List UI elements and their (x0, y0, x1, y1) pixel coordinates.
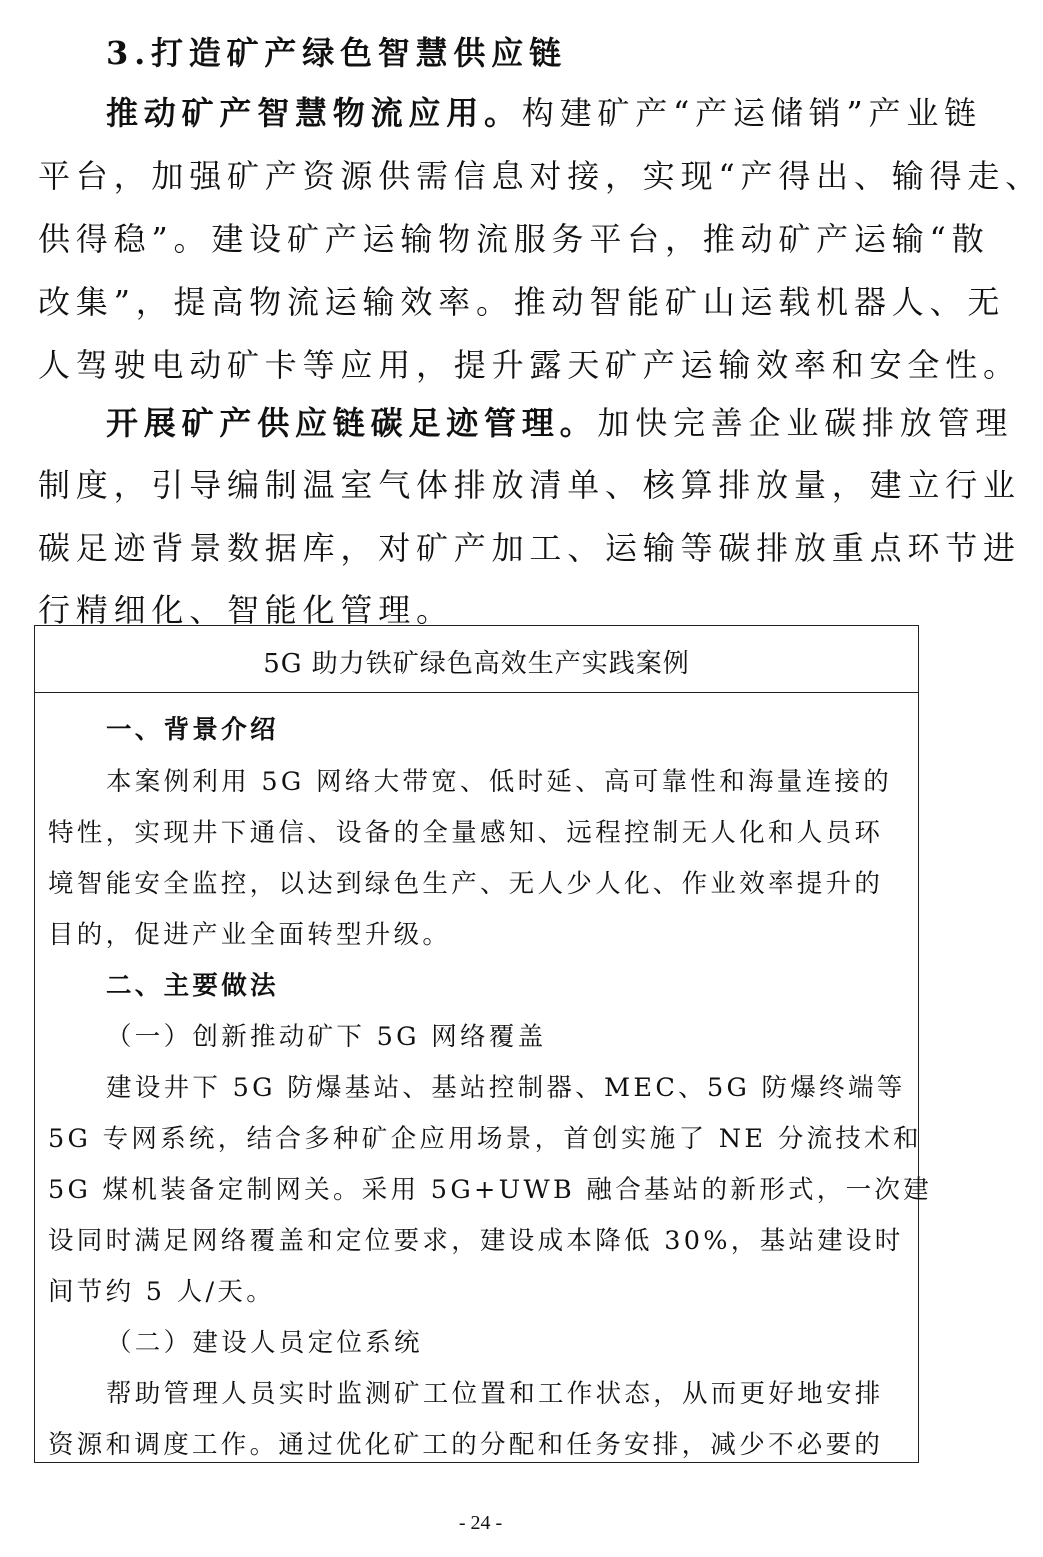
positioning-line-1: 帮助管理人员实时监测矿工位置和工作状态，从而更好地安排 (106, 1379, 884, 1409)
background-line-1: 本案例利用 5G 网络大带宽、低时延、高可靠性和海量连接的 (106, 767, 893, 797)
paragraph-1-line-4: 改集”，提高物流运输效率。推动智能矿山运载机器人、无 (38, 283, 1006, 321)
paragraph-2-line-2: 制度，引导编制温室气体排放清单、核算排放量，建立行业 (38, 466, 1021, 504)
paragraph-1-lead: 推动矿产智慧物流应用。 (106, 94, 522, 132)
positioning-line-2: 资源和调度工作。通过优化矿工的分配和任务安排，减少不必要的 (48, 1430, 884, 1460)
section-heading: 3.打造矿产绿色智慧供应链 (106, 34, 567, 72)
case-study-title: 5G 助力铁矿绿色高效生产实践案例 (263, 649, 690, 679)
paragraph-1-line-5: 人驾驶电动矿卡等应用，提升露天矿产运输效率和安全性。 (38, 346, 1021, 384)
paragraph-2-lead: 开展矿产供应链碳足迹管理。 (106, 404, 598, 442)
network-line-4: 设同时满足网络覆盖和定位要求，建设成本降低 30%，基站建设时 (48, 1226, 904, 1256)
case-heading-background: 一、背景介绍 (106, 715, 279, 745)
page-number: - 24 - (458, 1512, 503, 1534)
paragraph-2-text: 加快完善企业碳排放管理 (597, 404, 1014, 442)
paragraph-1-line-1 (106, 88, 982, 134)
case-title-divider (35, 692, 918, 693)
network-line-3: 5G 煤机装备定制网关。采用 5G+UWB 融合基站的新形式，一次建 (48, 1175, 933, 1205)
paragraph-2-line-3: 碳足迹背景数据库，对矿产加工、运输等碳排放重点环节进 (38, 529, 1021, 567)
background-line-3: 境智能安全监控，以达到绿色生产、无人少人化、作业效率提升的 (48, 869, 884, 899)
paragraph-2-line-1 (106, 398, 1013, 444)
background-line-2: 特性，实现井下通信、设备的全量感知、远程控制无人化和人员环 (48, 818, 884, 848)
subheading-network: （一）创新推动矿下 5G 网络覆盖 (106, 1022, 547, 1052)
subheading-positioning: （二）建设人员定位系统 (106, 1328, 423, 1358)
paragraph-1-line-2: 平台，加强矿产资源供需信息对接，实现“产得出、输得走、 (38, 157, 1043, 195)
case-heading-methods: 二、主要做法 (106, 971, 279, 1001)
paragraph-1-line-3: 供得稳”。建设矿产运输物流服务平台，推动矿产运输“散 (38, 220, 990, 258)
network-line-5: 间节约 5 人/天。 (48, 1277, 276, 1307)
paragraph-1-text: 构建矿产“产运储销”产业链 (521, 94, 982, 132)
network-line-2: 5G 专网系统，结合多种矿企应用场景，首创实施了 NE 分流技术和 (48, 1124, 922, 1154)
paragraph-2-line-4: 行精细化、智能化管理。 (38, 591, 454, 629)
network-line-1: 建设井下 5G 防爆基站、基站控制器、MEC、5G 防爆终端等 (106, 1073, 906, 1103)
background-line-4: 目的，促进产业全面转型升级。 (48, 920, 452, 950)
